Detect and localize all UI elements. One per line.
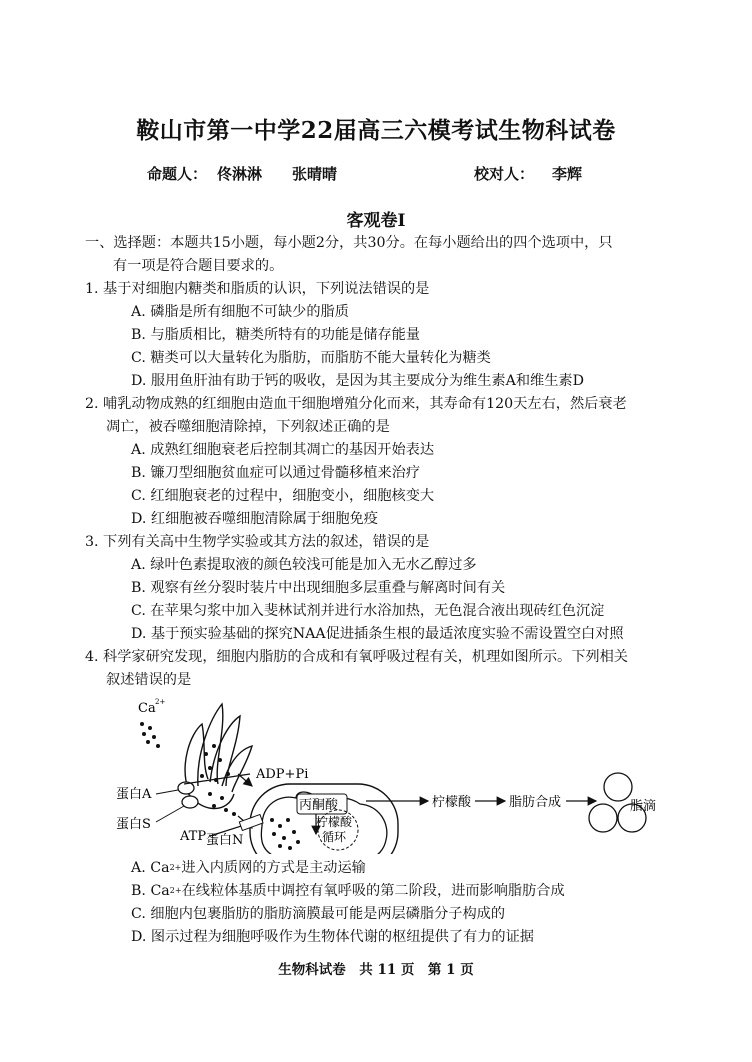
question-1-option-a: A. 磷脂是所有细胞不可缺少的脂质 — [131, 304, 349, 320]
checker-name: 李辉 — [552, 165, 583, 183]
question-1-stem: 1. 基于对细胞内糖类和脂质的认识，下列说法错误的是 — [85, 281, 430, 297]
q4-a-text: 进入内质网的方式是主动运输 — [181, 860, 366, 876]
fat-synthesis-diagram — [110, 694, 670, 854]
section-instruction-cont: 有一项是符合题目要求的。 — [113, 258, 284, 274]
question-2-option-c: C. 红细胞衰老的过程中，细胞变小，细胞核变大 — [131, 488, 435, 504]
q4-a-ion: Ca — [150, 860, 170, 876]
question-1-option-b: B. 与脂质相比，糖类所特有的功能是储存能量 — [131, 327, 421, 343]
question-4-stem: 4. 科学家研究发现，细胞内脂肪的合成和有氧呼吸过程有关，机理如图所示。下列相关 — [85, 649, 628, 665]
question-2-stem-cont: 凋亡，被吞噬细胞清除掉，下列叙述正确的是 — [106, 419, 390, 435]
section-title: 客观卷Ⅰ — [346, 211, 406, 231]
mito-ions — [270, 818, 300, 850]
citric-cycle-label-2: 循环 — [322, 830, 347, 844]
question-3-option-d: D. 基于预实验基础的探究NAA促进插条生根的最适浓度实验不需设置空白对照 — [131, 626, 624, 642]
fat-synthesis-label: 脂肪合成 — [509, 795, 562, 810]
question-2-stem: 2. 哺乳动物成熟的红细胞由造血干细胞增殖分化而来，其寿命有120天左右，然后衰老 — [85, 396, 627, 412]
atp-label: ATP — [180, 829, 207, 844]
question-4-stem-cont: 叙述错误的是 — [106, 672, 192, 688]
section-instruction: 一、选择题：本题共15小题，每小题2分，共30分。在每小题给出的四个选项中，只 — [85, 235, 613, 251]
question-3-option-a: A. 绿叶色素提取液的颜色较浅可能是加入无水乙醇过多 — [131, 557, 477, 573]
question-2-option-d: D. 红细胞被吞噬细胞清除属于细胞免疫 — [131, 511, 378, 527]
question-3-option-b: B. 观察有丝分裂时装片中出现细胞多层重叠与解离时间有关 — [131, 580, 506, 596]
question-4-option-b: B. $Ca^{2+}$在线粒体基质中调控有氧呼吸的第二阶段，进而影响脂肪合成 — [131, 883, 565, 899]
question-3-stem: 3. 下列有关高中生物学实验或其方法的叙述，错误的是 — [85, 534, 430, 550]
q4-b-text: 在线粒体基质中调控有氧呼吸的第二阶段，进而影响脂肪合成 — [181, 883, 565, 899]
question-2-option-b: B. 镰刀型细胞贫血症可以通过骨髓移植来治疗 — [131, 465, 421, 481]
question-2-option-a: A. 成熟红细胞衰老后控制其凋亡的基因开始表达 — [131, 442, 435, 458]
setter-names: 佟淋淋 张晴晴 — [217, 165, 338, 183]
protein-s-shape — [182, 796, 198, 808]
calcium-ions — [140, 722, 160, 748]
endoplasmic-reticulum — [185, 704, 252, 809]
protein-a-label: 蛋白A — [116, 787, 152, 802]
question-4-option-a: A. $Ca^{2+}$进入内质网的方式是主动运输 — [131, 860, 366, 876]
checker-label: 校对人： — [474, 165, 535, 183]
q4-b-charge: 2+ — [169, 886, 182, 895]
pyruvate-label: 丙酮酸 — [299, 798, 339, 813]
citric-acid-label: 柠檬酸 — [432, 795, 472, 810]
setter-label: 命题人： — [147, 165, 208, 183]
ca-charge: 2+ — [155, 698, 166, 706]
ca-label: Ca — [138, 701, 156, 716]
er-ions — [200, 744, 236, 816]
page-footer: 生物科试卷 共 11 页 第 1 页 — [278, 962, 474, 978]
q4-b-ion: Ca — [150, 883, 170, 899]
question-4-option-c: C. 细胞内包裹脂肪的脂肪滴膜最可能是两层磷脂分子构成的 — [131, 906, 506, 922]
protein-s-label: 蛋白S — [116, 817, 151, 832]
adp-label: ADP+Pi — [256, 767, 309, 782]
question-4-option-d: D. 图示过程为细胞呼吸作为生物体代谢的枢纽提供了有力的证据 — [131, 929, 534, 945]
page-title: 鞍山市第一中学22届高三六模考试生物科试卷 — [136, 117, 616, 144]
question-1-option-d: D. 服用鱼肝油有助于钙的吸收，是因为其主要成分为维生素A和维生素D — [131, 373, 584, 389]
q4-a-charge: 2+ — [169, 863, 182, 872]
lipid-droplet-label: 脂滴 — [630, 799, 657, 814]
question-3-option-c: C. 在苹果匀浆中加入斐林试剂并进行水浴加热，无色混合液出现砖红色沉淀 — [131, 603, 605, 619]
protein-n-label: 蛋白N — [206, 833, 244, 848]
citric-cycle-label-1: 柠檬酸 — [316, 815, 353, 829]
question-1-option-c: C. 糖类可以大量转化为脂肪，而脂肪不能大量转化为糖类 — [131, 350, 491, 366]
